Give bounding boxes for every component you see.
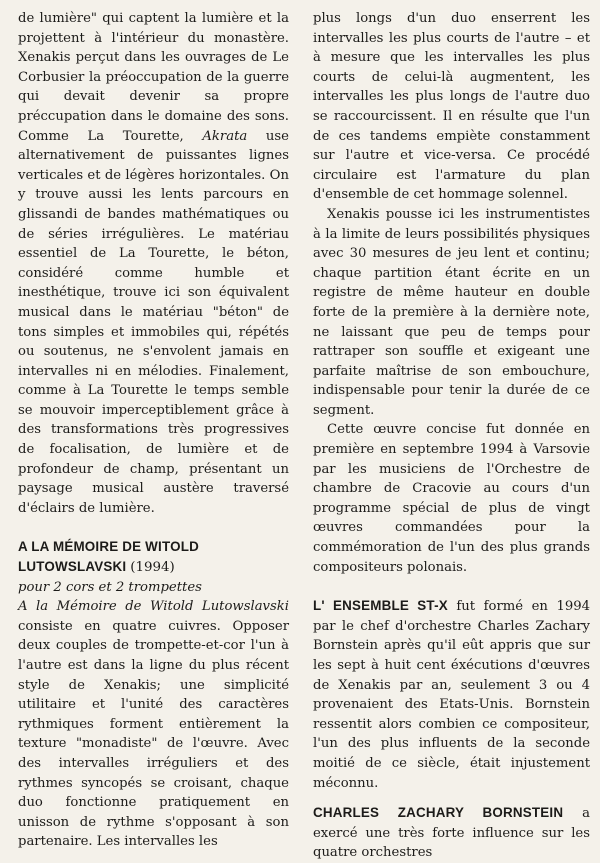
right-column bbox=[313, 9, 591, 861]
instrumentists-paragraph: Xenakis pousse ici les instrumentistes à la limite de leurs possibilités physiques avec 30 mesures de jeu lent et continu; chaque partition étant écrite en un registre de même hauteur en double forte de la première à la dernière note, ne laissant que peu de temps pour rattraper son souffle et exigeant une parfaite maîtrise de son embouchure, indispensable pour tenir la durée de ce segment. bbox=[313, 206, 590, 418]
ensemble-text: fut formé en 1994 par le chef d'orchestre Charles Zachary Bornstein après qu'il eût appris que sur les sept à huit cent éxécutions d'œuvres de Xenakis par an, seulement 3 ou 4 provenaient des Etats-Unis. Bornstein ressentit alors combien ce compositeur, l'un des plus influents de la seconde moitié de ce siècle, était injustement méconnu. bbox=[313, 599, 591, 791]
ensemble-lead: L' ENSEMBLE ST-X bbox=[313, 598, 448, 614]
lutowslavski-paragraph bbox=[18, 597, 289, 852]
section-heading-lutowslavski bbox=[18, 537, 289, 577]
heading-line-1: A LA MÉMOIRE DE WITOLD bbox=[18, 539, 199, 555]
bornstein-text: a exercé une très forte influence sur les quatre orchestres bbox=[313, 806, 590, 861]
akrata-text-rest: use alternativement de puissantes lignes verticales et de légères horizontales. On y trouve aussi les lents parcours en glissandi de bandes mathématiques ou de séries irrégulières. Le matériau essentiel de La Tourette, le béton, considéré comme humble et inesthétique, trouve ici son équivalent musical dans le matériau "béton" de tons simples et immobiles qui, répétés ou soutenus, ne s'envolent jamais en intervalles ni en mélodies. Finalement, comme à La Tourette le temps semble se mouvoir imperceptiblement grâce à des transformations très progressives de focalisation, de lumière et de profondeur de champ, présentant un paysage musical austère traversé d'éclairs de lumière. bbox=[18, 128, 289, 516]
bornstein-lead: CHARLES ZACHARY BORNSTEIN bbox=[313, 805, 564, 821]
duo-intervals-paragraph: plus longs d'un duo enserrent les intervalles les plus courts de l'autre – et à mesure que les intervalles les plus courts de celui-là augmentent, les intervalles les plus longs de l'autre duo se raccourcissent. Il en résulte que l'un de ces tandems empiète constamment sur l'autre et vice-versa. Ce procédé circulaire est l'armature du plan d'ensemble de cet hommage solennel. bbox=[313, 11, 590, 203]
bornstein-paragraph bbox=[313, 803, 590, 863]
akrata-text-start: de lumière" qui captent la lumière et la projettent à l'intérieur du monastère. Xenakis perçut dans les ouvrages de Le Corbusier la préoccupation de la guerre qui devait devenir sa propre préccupation dans le domaine des sons. Comme La Tourette, bbox=[18, 11, 289, 144]
premiere-paragraph: Cette œuvre concise fut donnée en première en septembre 1994 à Varsovie par les musiciens de l'Orchestre de chambre de Cracovie au cours d'un programme spécial de plus de vingt œuvres commandées pour la commémoration de l'un des plus grands compositeurs polonais. bbox=[313, 422, 590, 575]
left-column bbox=[18, 9, 289, 850]
instrumentation: pour 2 cors et 2 trompettes bbox=[18, 579, 202, 595]
work-title: A la Mémoire de Witold Lutowslavski bbox=[18, 599, 289, 615]
heading-line-2: LUTOWSLAVSKI bbox=[18, 559, 127, 575]
ensemble-paragraph bbox=[313, 596, 590, 793]
heading-year: (1994) bbox=[130, 560, 175, 576]
akrata-paragraph bbox=[18, 9, 289, 518]
lutowslavski-text: consiste en quatre cuivres. Opposer deux couples de trompette-et-cor l'un à l'autre est dans la ligne du plus récent style de Xenakis; une simplicité utilitaire et l'unité des caractères rythmiques forment entièrement la texture "monadiste" de l'œuvre. Avec des intervalles irréguliers et des rythmes syncopés se croisant, chaque duo fonctionne pratiquement en unisson de rythme s'opposant à son partenaire. Les intervalles les bbox=[18, 618, 289, 850]
akrata-title: Akrata bbox=[202, 128, 248, 144]
